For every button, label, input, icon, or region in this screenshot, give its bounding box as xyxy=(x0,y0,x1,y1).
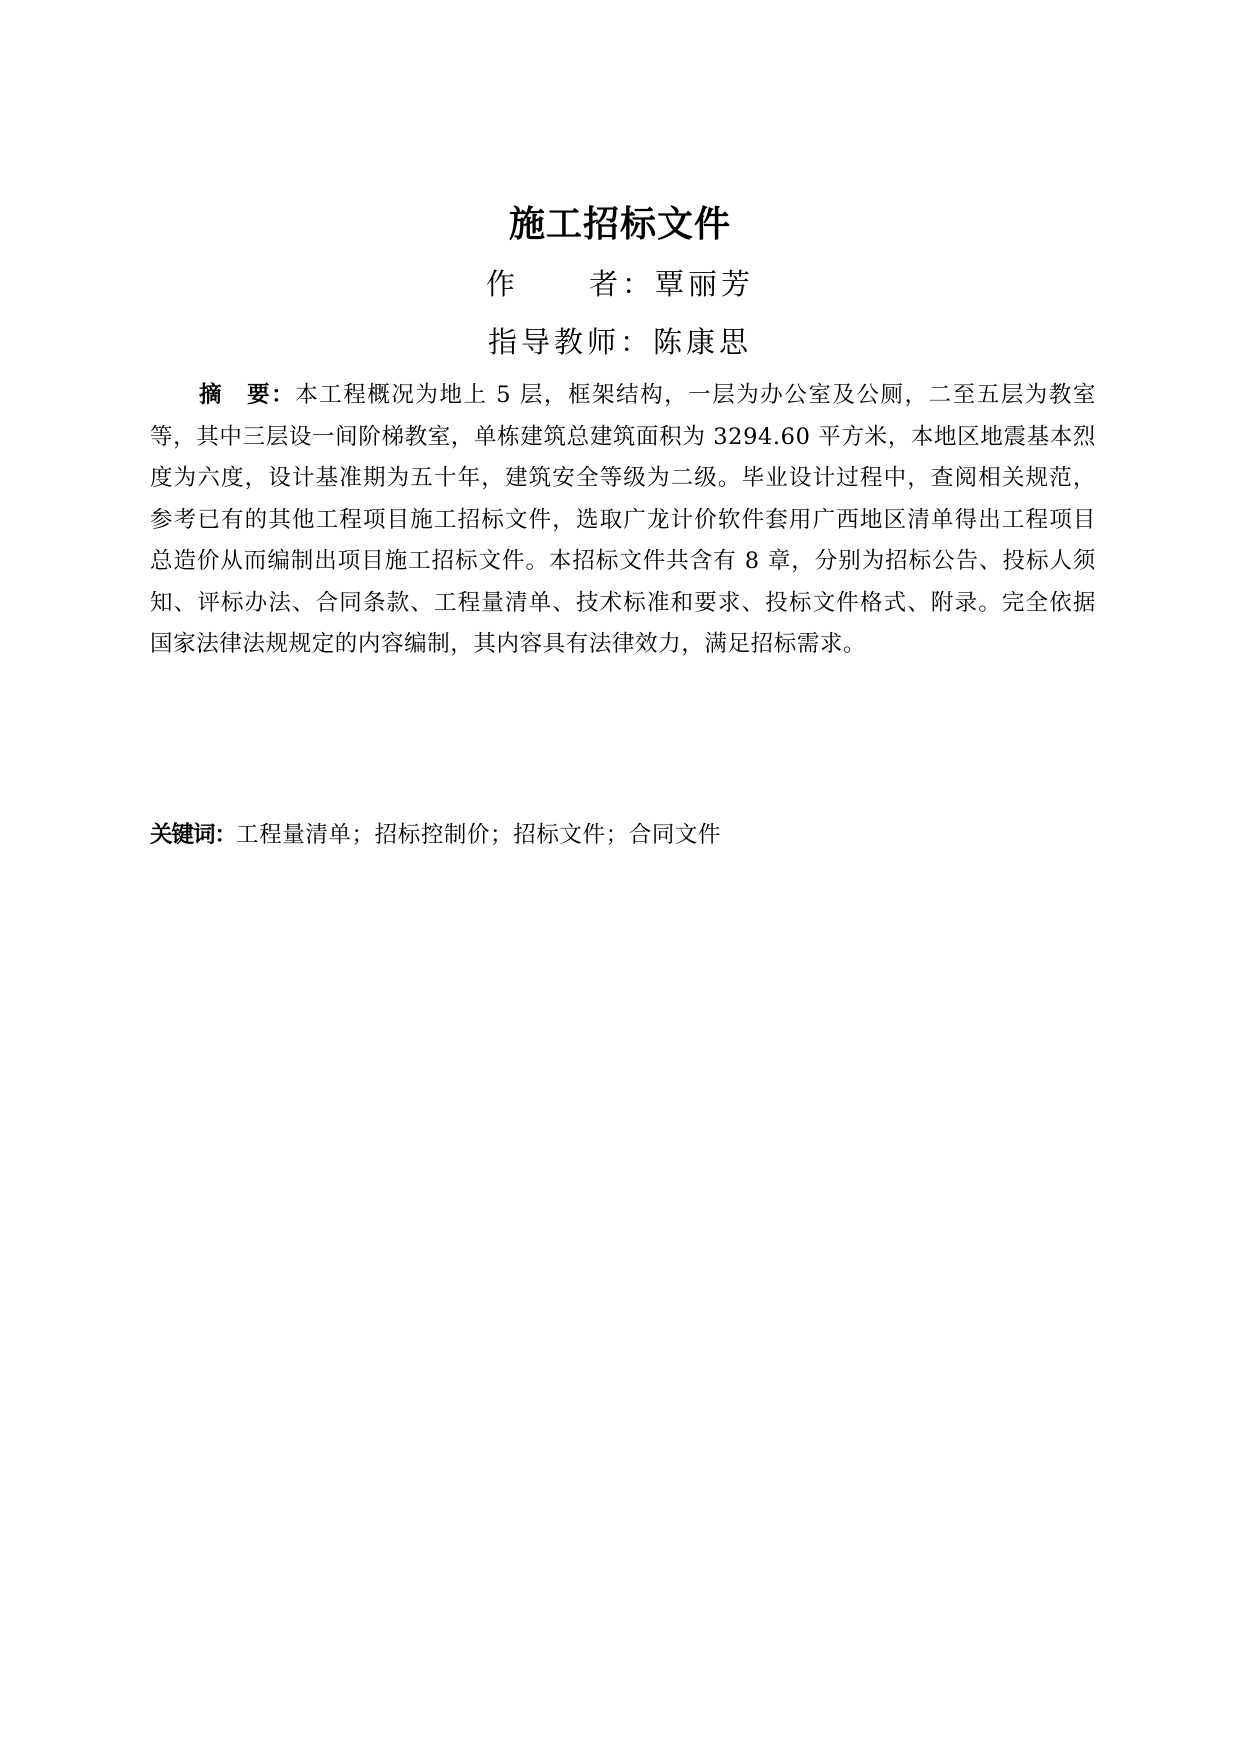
abstract-label xyxy=(199,382,295,408)
advisor-colon: ： xyxy=(619,325,653,359)
author-name: 覃丽芳 xyxy=(655,267,755,301)
keywords-colon: ： xyxy=(214,822,237,848)
author-colon: ： xyxy=(621,267,655,301)
author-label-char-2: 者 xyxy=(588,267,622,301)
abstract-colon: ： xyxy=(271,382,296,408)
author-label xyxy=(486,264,622,304)
advisor-line xyxy=(0,322,1240,362)
keywords-label xyxy=(150,822,236,848)
keywords-line xyxy=(150,817,1096,853)
abstract-paragraph xyxy=(150,375,1096,666)
author-line xyxy=(0,264,1240,304)
keywords-text: 工程量清单；招标控制价；招标文件；合同文件 xyxy=(236,822,722,848)
keywords-label-text: 关键词 xyxy=(150,822,215,848)
advisor-label: 指导教师 xyxy=(487,325,620,359)
author-label-char-1: 作 xyxy=(485,267,548,301)
abstract-label-char-1: 摘 xyxy=(199,382,224,408)
abstract-text: 本工程概况为地上 5 层，框架结构，一层为办公室及公厕，二至五层为教室等，其中三层设一间阶梯教室，单栋建筑总建筑面积为 3294.60 平方米，本地区地震基本烈度为六度，设计基准期为五十年，建筑安全等级为二级。毕业设计过程中，查阅相关规范，参考已有的其他工程项目施工招标文件，选取广龙计价软件套用广西地区清单得出工程项目总造价从而编制出项目施工招标文件。本招标文件共含有 8 章，分别为招标公告、投标人须知、评标办法、合同条款、工程量清单、技术标准和要求、投标文件格式、附录。完全依据国家法律法规规定的内容编制，其内容具有法律效力，满足招标需求。 xyxy=(150,382,1096,657)
advisor-name: 陈康思 xyxy=(653,325,753,359)
document-title: 施工招标文件 xyxy=(508,204,731,245)
abstract-label-char-2: 要 xyxy=(247,382,272,408)
